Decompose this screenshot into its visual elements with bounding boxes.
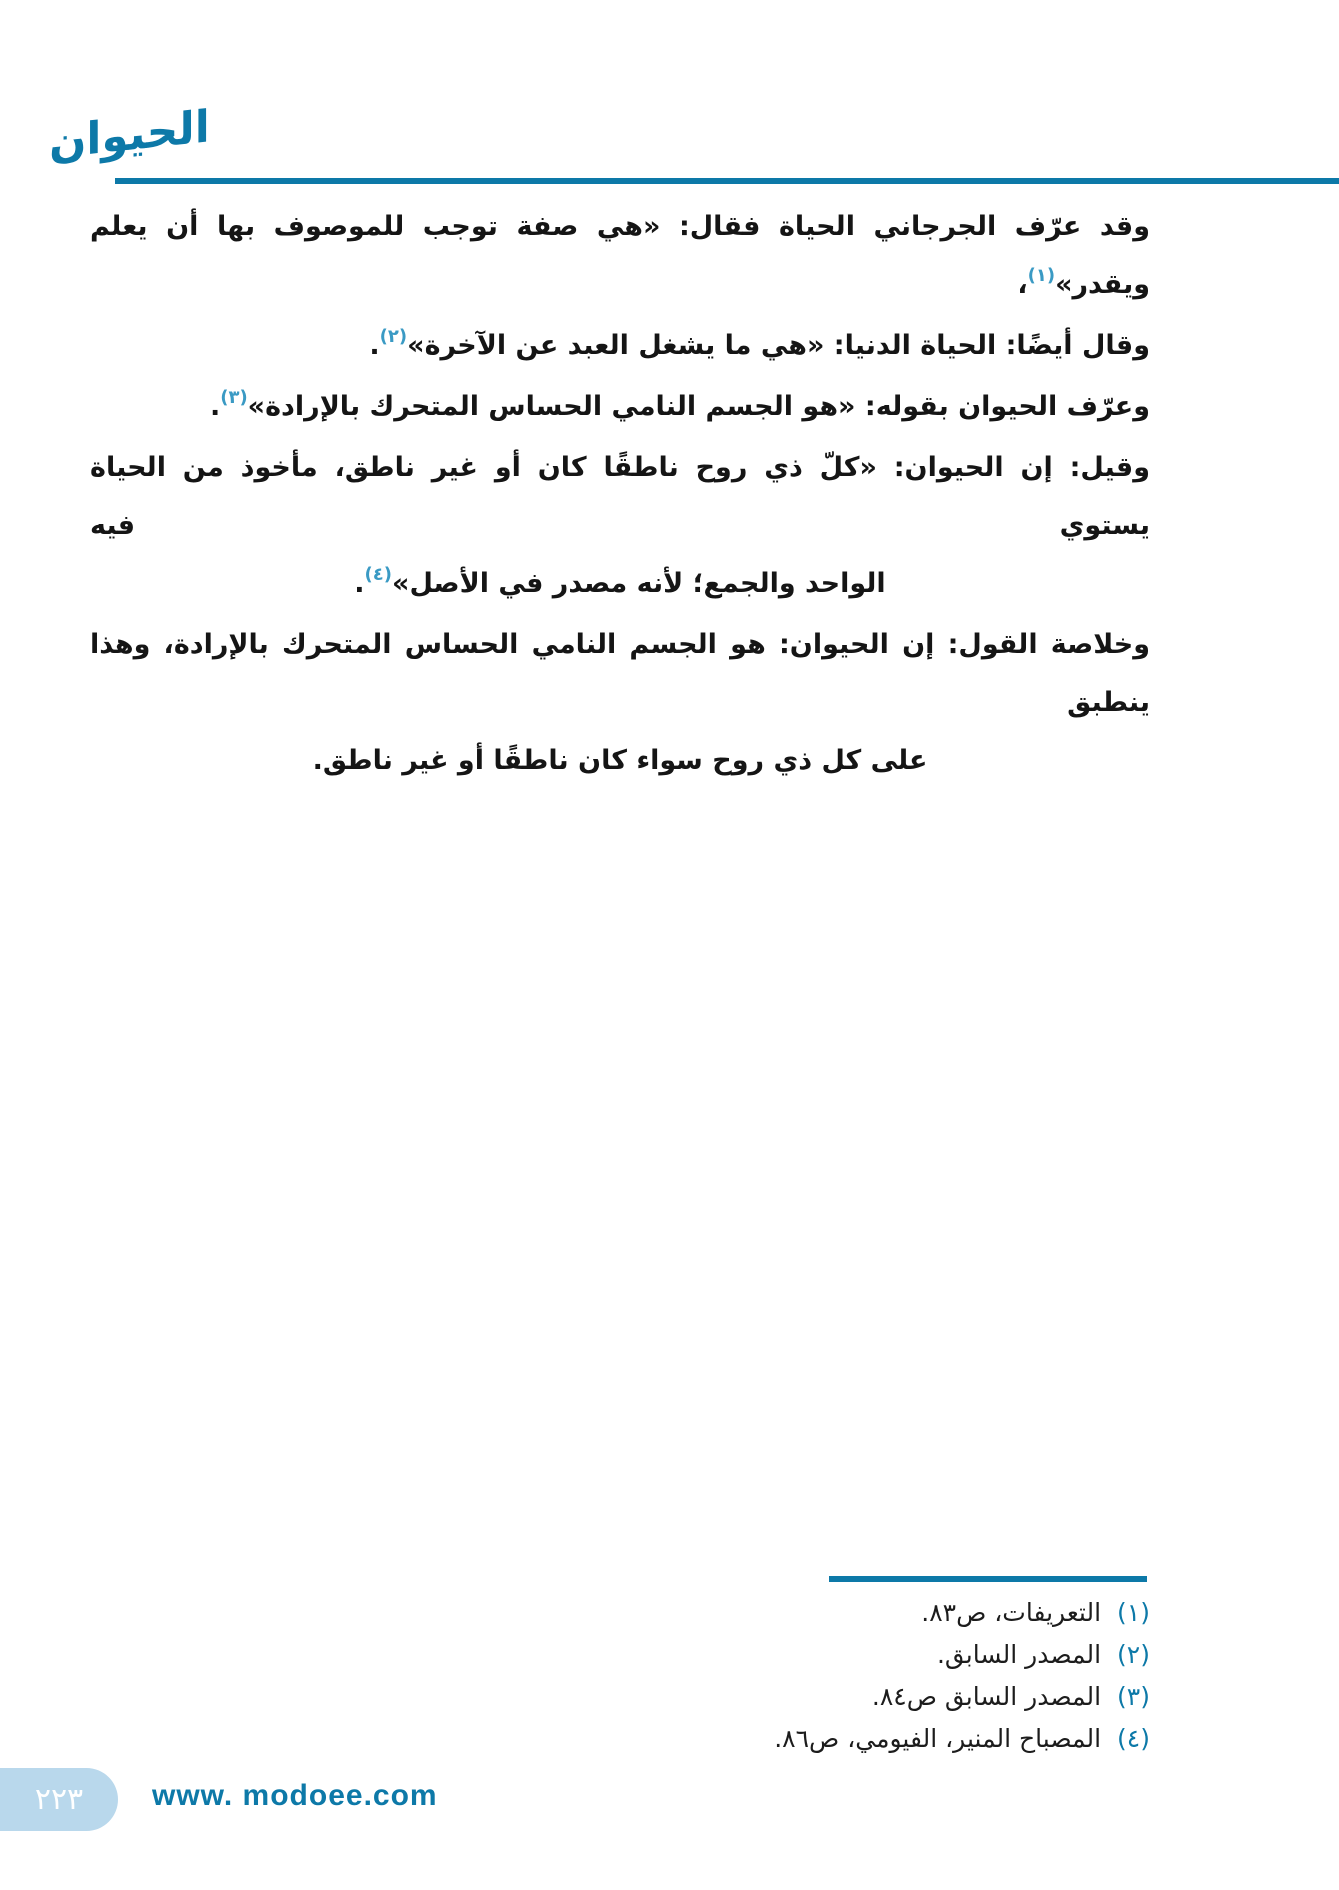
- paragraph-line-2: [90, 317, 1150, 378]
- paragraph-4-punct: .: [354, 568, 365, 599]
- paragraph-5-text: وخلاصة القول: إن الحيوان: هو الجسم النامي الحساس المتحرك بالإرادة، وهذا ينطبق: [90, 629, 1150, 718]
- paragraph-2-text: وقال أيضًا: الحياة الدنيا: «هي ما يشغل العبد عن الآخرة»: [407, 330, 1150, 361]
- footnote-row: [630, 1634, 1150, 1676]
- paragraph-3-punct: .: [209, 391, 221, 422]
- page-number-badge: [0, 1768, 118, 1831]
- chapter-title-calligraphy: الحيوان: [49, 101, 210, 170]
- paragraph-5-cont-text: على كل ذي روح سواء كان ناطقًا أو غير ناطق.: [312, 745, 928, 776]
- footnote-text: المصدر السابق.: [936, 1640, 1102, 1669]
- paragraph-line-3: [90, 378, 1150, 439]
- body-text: [90, 198, 1150, 790]
- paragraph-1-text: وقد عرّف الجرجاني الحياة فقال: «هي صفة توجب للموصوف بها أن يعلم ويقدر»: [90, 211, 1150, 300]
- paragraph-1-punct: ،: [1017, 269, 1028, 300]
- footnote-text: التعريفات، ص٨٣.: [921, 1598, 1102, 1627]
- footnote-ref-3: (٣): [220, 387, 248, 408]
- paragraph-line-1: [90, 198, 1150, 317]
- footnote-ref-1: (١): [1027, 265, 1056, 286]
- website-url: www. modoee.com: [152, 1779, 438, 1812]
- footnote-number: (٢): [1117, 1640, 1150, 1669]
- footnotes-block: [630, 1592, 1150, 1760]
- paragraph-4-text: وقيل: إن الحيوان: «كلّ ذي روح ناطقًا كان أو غير ناطق، مأخوذ من الحياة يستوي فيه: [90, 452, 1150, 541]
- paragraph-2-punct: .: [369, 330, 380, 361]
- paragraph-line-6: [90, 616, 1150, 732]
- header-rule: [115, 178, 1339, 184]
- footnote-number: (١): [1117, 1598, 1150, 1627]
- footnote-text: المصباح المنير، الفيومي، ص٨٦.: [774, 1724, 1102, 1753]
- paragraph-line-4: [90, 439, 1150, 555]
- footnote-separator: [829, 1576, 1147, 1582]
- footnote-number: (٤): [1117, 1724, 1150, 1753]
- footnote-text: المصدر السابق ص٨٤.: [871, 1682, 1102, 1711]
- footnote-row: [630, 1592, 1150, 1634]
- paragraph-line-7: [90, 732, 1150, 790]
- footnote-ref-4: (٤): [364, 564, 393, 585]
- footnote-row: [630, 1676, 1150, 1718]
- paragraph-4-cont-text: الواحد والجمع؛ لأنه مصدر في الأصل»: [392, 568, 886, 599]
- page-number: ٢٢٣: [34, 1782, 84, 1817]
- footnote-row: [630, 1718, 1150, 1760]
- footnote-ref-2: (٢): [379, 326, 408, 347]
- paragraph-line-5: [90, 555, 1150, 616]
- footnote-number: (٣): [1117, 1682, 1150, 1711]
- paragraph-3-text: وعرّف الحيوان بقوله: «هو الجسم النامي الحساس المتحرك بالإرادة»: [247, 391, 1150, 422]
